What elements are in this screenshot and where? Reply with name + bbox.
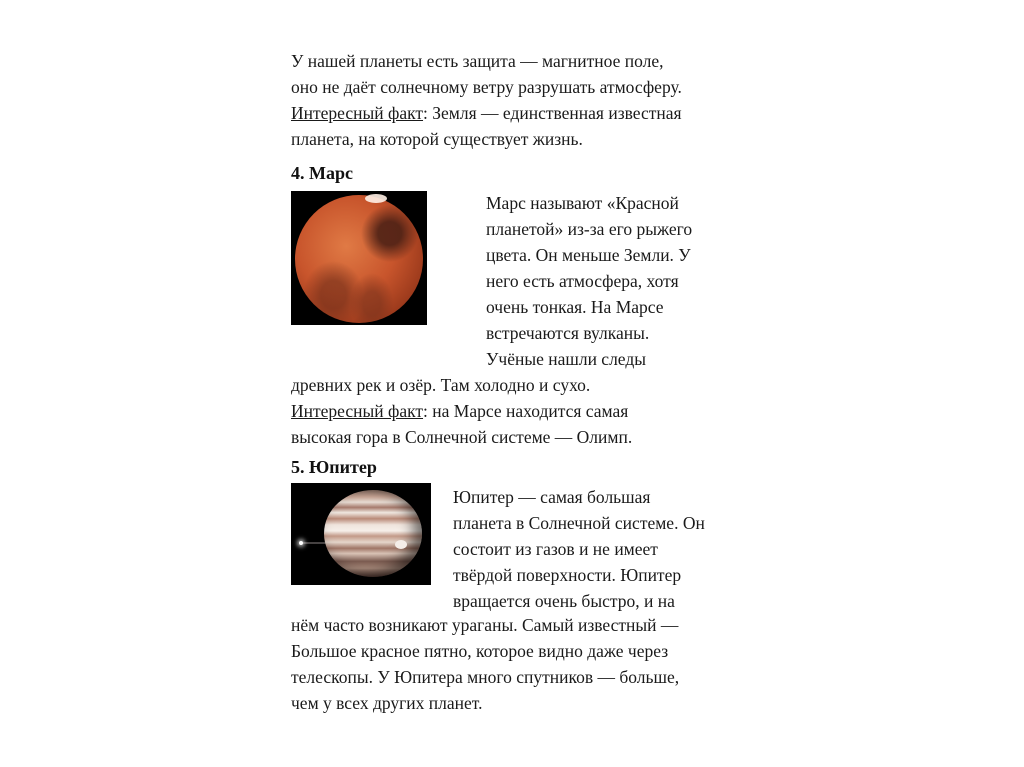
mars-image <box>291 191 427 325</box>
mars-fact-line <box>291 398 628 424</box>
jupiter-heading: 5. Юпитер <box>291 457 377 477</box>
mars-text-line: него есть атмосфера, хотя <box>486 271 679 291</box>
jupiter-text-line: вращается очень быстро, и на <box>453 591 675 611</box>
intro-fact-label: Интересный факт <box>291 103 424 123</box>
jupiter-full-line: Большое красное пятно, которое видно даже через <box>291 641 669 661</box>
jupiter-spot <box>395 540 407 549</box>
jupiter-text-line: планета в Солнечной системе. Он <box>453 513 705 533</box>
mars-heading: 4. Марс <box>291 163 353 183</box>
jupiter-planet-disc <box>324 490 422 577</box>
mars-fact-label: Интересный факт <box>291 401 424 421</box>
mars-text-line: Марс называют «Красной <box>486 193 679 213</box>
mars-polar-cap <box>365 194 387 203</box>
intro-line-1: У нашей планеты есть защита — магнитное поле, <box>291 51 664 71</box>
mars-text-line: Учёные нашли следы <box>486 349 647 369</box>
jupiter-moon <box>299 541 303 545</box>
intro-fact-line-2: планета, на которой существует жизнь. <box>291 129 583 149</box>
jupiter-full-line: чем у всех других планет. <box>291 693 483 713</box>
jupiter-text-line: Юпитер — самая большая <box>453 487 651 507</box>
jupiter-text-line: состоит из газов и не имеет <box>453 539 658 559</box>
intro-line-2: оно не даёт солнечному ветру разрушать атмосферу. <box>291 77 682 97</box>
mars-fact-text: : на Марсе находится самая <box>423 401 629 421</box>
intro-fact-text: : Земля — единственная известная <box>423 103 682 123</box>
mars-text-line: встречаются вулканы. <box>486 323 650 343</box>
jupiter-full-line: нём часто возникают ураганы. Самый известный — <box>291 615 679 635</box>
jupiter-image <box>291 483 431 585</box>
mars-fact-line-2: высокая гора в Солнечной системе — Олимп. <box>291 427 633 447</box>
jupiter-text-line: твёрдой поверхности. Юпитер <box>453 565 682 585</box>
mars-full-line: древних рек и озёр. Там холодно и сухо. <box>291 375 591 395</box>
jupiter-full-line: телескопы. У Юпитера много спутников — больше, <box>291 667 680 687</box>
mars-text-line: очень тонкая. На Марсе <box>486 297 664 317</box>
mars-planet-disc <box>295 195 423 323</box>
intro-fact-line <box>291 100 682 126</box>
mars-text-line: планетой» из-за его рыжего <box>486 219 693 239</box>
mars-text-line: цвета. Он меньше Земли. У <box>486 245 691 265</box>
